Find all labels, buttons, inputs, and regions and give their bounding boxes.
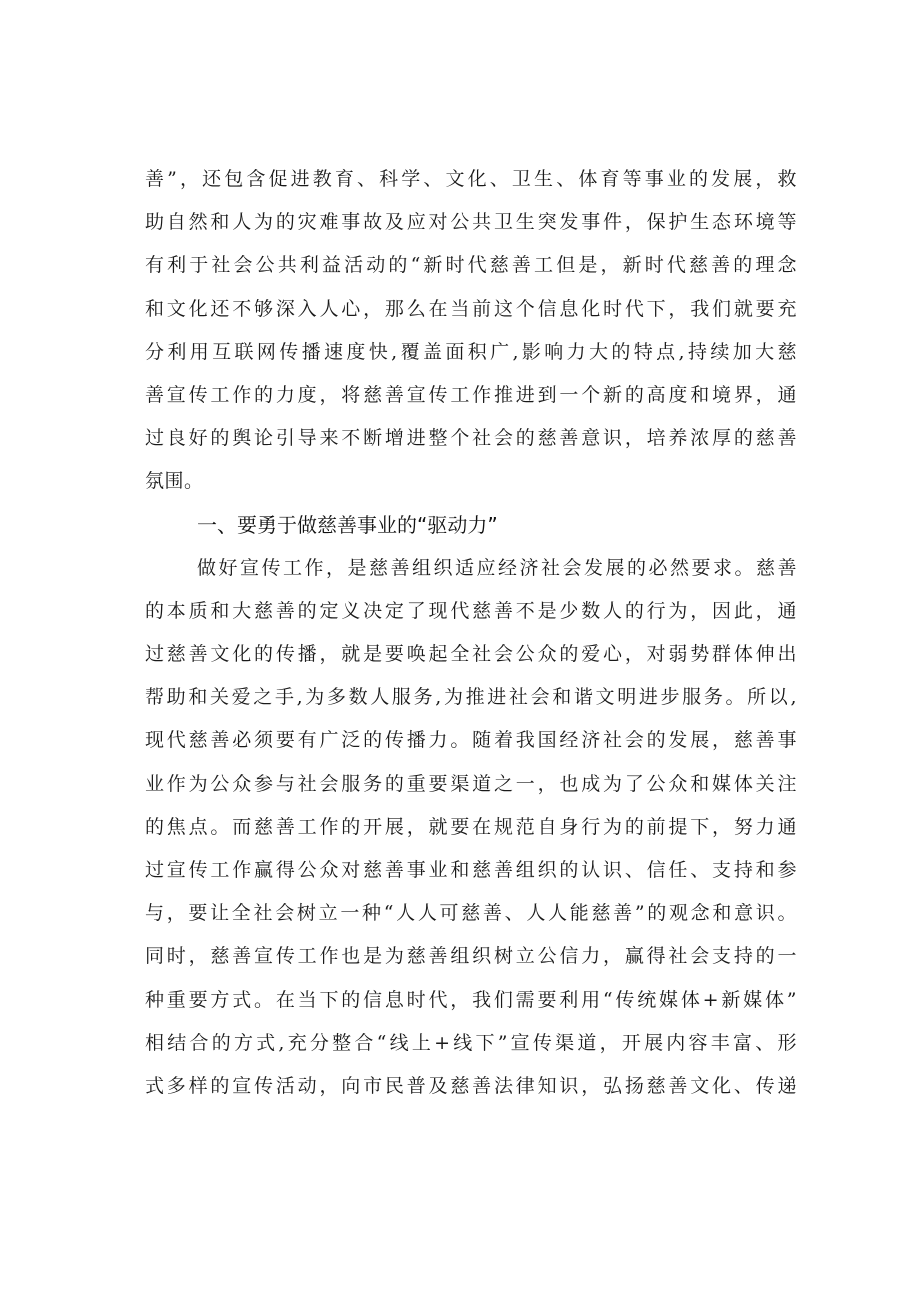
paragraph-line: 助自然和人为的灾难事故及应对公共卫生突发事件，保护生态环境等 bbox=[145, 211, 797, 234]
paragraph-line: 同时，慈善宣传工作也是为慈善组织树立公信力，赢得社会支持的一 bbox=[145, 945, 797, 968]
paragraph-line: 式多样的宣传活动，向市民普及慈善法律知识，弘扬慈善文化、传递 bbox=[145, 1074, 797, 1097]
paragraph-line: 相结合的方式,充分整合“线上+线下”宣传渠道，开展内容丰富、形 bbox=[145, 1031, 797, 1054]
paragraph-line: 的焦点。而慈善工作的开展，就要在规范自身行为的前提下，努力通 bbox=[145, 815, 797, 838]
paragraph-line: 过慈善文化的传播，就是要唤起全社会公众的爱心，对弱势群体伸出 bbox=[145, 643, 797, 666]
paragraph-line: 现代慈善必须要有广泛的传播力。随着我国经济社会的发展，慈善事 bbox=[145, 729, 797, 752]
paragraph-line: 业作为公众参与社会服务的重要渠道之一，也成为了公众和媒体关注 bbox=[145, 772, 797, 795]
paragraph-line: 种重要方式。在当下的信息时代，我们需要利用“传统媒体+新媒体” bbox=[145, 988, 797, 1011]
paragraph-line: 和文化还不够深入人心，那么在当前这个信息化时代下，我们就要充 bbox=[145, 297, 797, 320]
section-heading: 一、要勇于做慈善事业的“驱动力” bbox=[197, 512, 498, 537]
paragraph-line: 过良好的舆论引导来不断增进整个社会的慈善意识，培养浓厚的慈善 bbox=[145, 427, 797, 450]
paragraph-line: 分利用互联网传播速度快,覆盖面积广,影响力大的特点,持续加大慈 bbox=[145, 340, 797, 363]
paragraph-line: 帮助和关爱之手,为多数人服务,为推进社会和谐文明进步服务。所以, bbox=[145, 686, 797, 709]
paragraph-line: 有利于社会公共利益活动的“新时代慈善工但是，新时代慈善的理念 bbox=[145, 254, 797, 277]
paragraph-line: 与，要让全社会树立一种“人人可慈善、人人能慈善”的观念和意识。 bbox=[145, 902, 797, 925]
paragraph-line: 氛围。 bbox=[145, 470, 204, 493]
paragraph-line: 善”，还包含促进教育、科学、文化、卫生、体育等事业的发展，救 bbox=[145, 168, 797, 190]
paragraph-line: 过宣传工作赢得公众对慈善事业和慈善组织的认识、信任、支持和参 bbox=[145, 859, 797, 881]
paragraph-line: 善宣传工作的力度，将慈善宣传工作推进到一个新的高度和境界，通 bbox=[145, 383, 797, 406]
paragraph-line: 的本质和大慈善的定义决定了现代慈善不是少数人的行为，因此，通 bbox=[145, 599, 797, 622]
paragraph-line: 做好宣传工作，是慈善组织适应经济社会发展的必然要求。慈善 bbox=[197, 556, 797, 579]
document-body bbox=[145, 158, 797, 1108]
